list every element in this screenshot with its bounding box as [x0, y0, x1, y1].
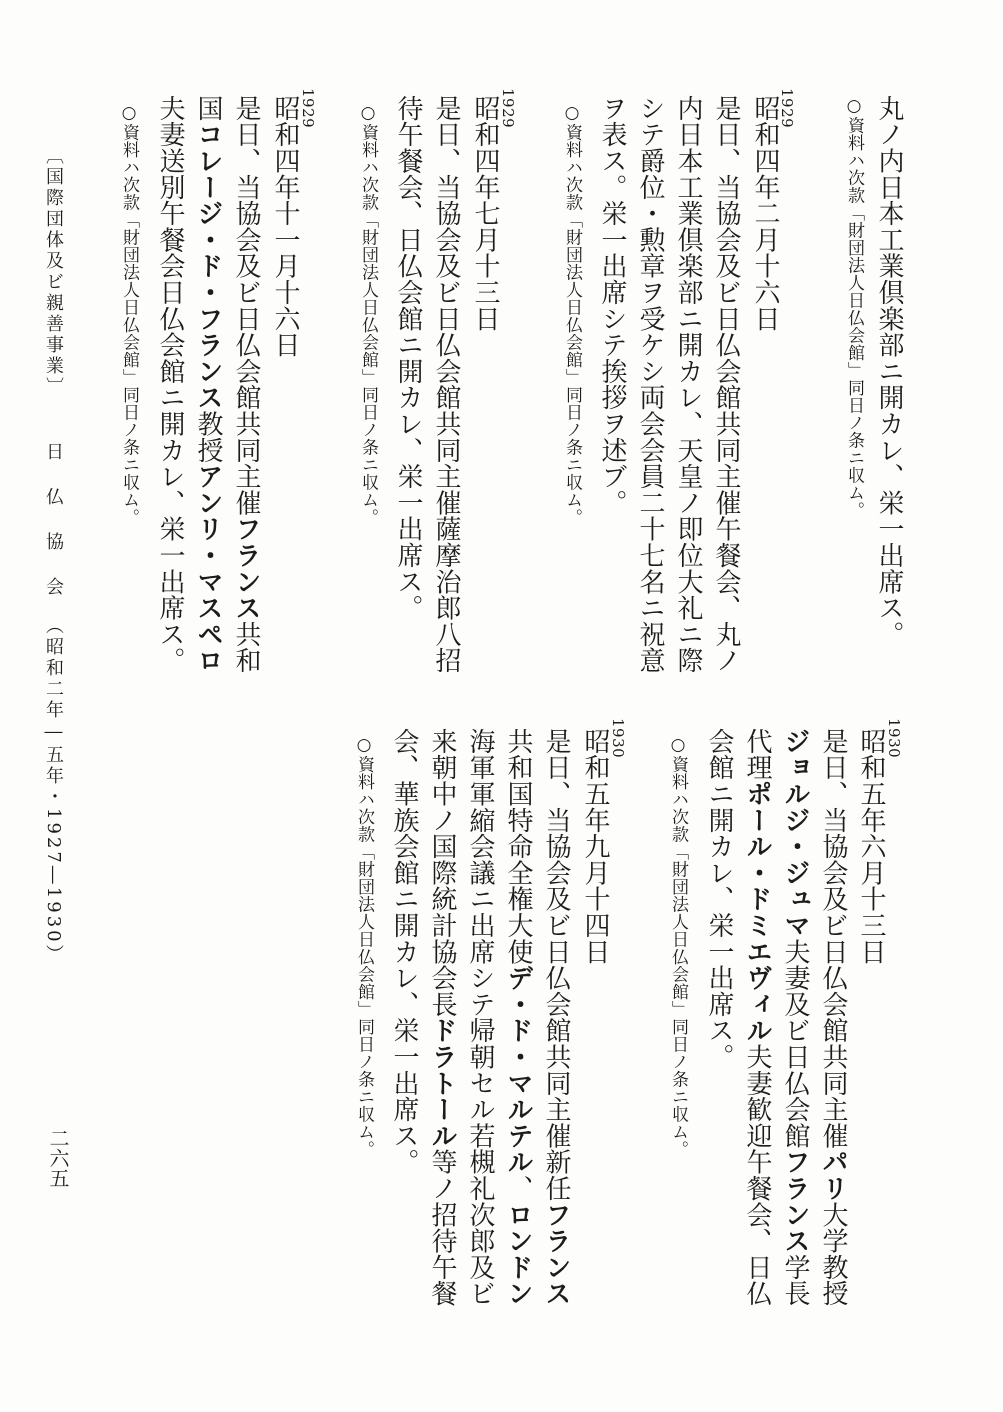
entry-text-line: 会館ニ開カレ、栄一出席ス。: [704, 728, 734, 1070]
entry-text-line: 是日、当協会及ビ日仏会館共同主催午餐会、丸ノ: [711, 95, 741, 674]
entry-date: 昭和四年十一月十六日: [270, 95, 300, 358]
entry-date: 昭和四年二月十六日: [750, 95, 780, 332]
entry-year: 1930: [885, 718, 903, 759]
prev-entry-tail: 丸ノ内日本工業倶楽部ニ開カレ、栄一出席ス。: [874, 95, 904, 648]
entry-text-line: 是日、当協会及ビ日仏会館共同主催新任フランス: [541, 728, 571, 1307]
source-note: ○資料ハ次款「財団法人日仏会館」同日ノ条ニ収ム。: [668, 735, 688, 1158]
entry-text-line: 国コレージ・ド・フランス教授アンリ・マスペロ: [193, 95, 223, 674]
entry-text-line: 来朝中ノ国際統計協会長ドラトール等ノ招待午餐: [427, 728, 457, 1307]
entry-text-line: 是日、当協会及ビ日仏会館共同主催薩摩治郎八招: [431, 95, 461, 674]
entry-date: 昭和五年九月十四日: [580, 728, 610, 965]
entry-text-line: 是日、当協会及ビ日仏会館共同主催パリ大学教授: [818, 728, 848, 1307]
entry-text-line: 海軍軍縮会議ニ出席シテ帰朝セル若槻礼次郎及ビ: [465, 728, 495, 1307]
source-note: ○資料ハ次款「財団法人日仏会館」同日ノ条ニ収ム。: [358, 103, 378, 526]
source-note: ○資料ハ次款「財団法人日仏会館」同日ノ条ニ収ム。: [354, 735, 374, 1158]
source-note: ○資料ハ次款「財団法人日仏会館」同日ノ条ニ収ム。: [844, 96, 864, 519]
entry-year: 1930: [609, 718, 627, 759]
entry-year: 1929: [299, 88, 317, 129]
entry-text-line: 内日本工業倶楽部ニ開カレ、天皇ノ即位大礼ニ際: [673, 95, 703, 674]
running-header: 〔国際団体及ビ親善事業〕日 仏 協 会（昭和二年―五年・1927―1930）: [43, 146, 64, 966]
entry-text-line: ヲ表ス。栄一出席シテ挨拶ヲ述ブ。: [597, 95, 627, 516]
entry-year: 1929: [778, 88, 796, 129]
source-note: ○資料ハ次款「財団法人日仏会館」同日ノ条ニ収ム。: [562, 103, 582, 526]
entry-text-line: ジョルジ・ジュマ夫妻及ビ日仏会館フランス学長: [780, 728, 810, 1307]
source-note: ○資料ハ次款「財団法人日仏会館」同日ノ条ニ収ム。: [119, 103, 139, 526]
entry-text-line: 是日、当協会及ビ日仏会館共同主催フランス共和: [231, 95, 261, 674]
entry-text-line: 代理ポール・ドミエヴィル夫妻歓迎午餐会、日仏: [742, 728, 772, 1307]
entry-text-line: シテ爵位・勲章ヲ受ケシ両会会員二十七名ニ祝意: [635, 95, 665, 674]
entry-text-line: 夫妻送別午餐会日仏会館ニ開カレ、栄一出席ス。: [155, 95, 185, 674]
entry-text-line: 待午餐会、日仏会館ニ開カレ、栄一出席ス。: [393, 95, 423, 621]
entry-text-line: 会、華族会館ニ開カレ、栄一出席ス。: [389, 728, 419, 1176]
entry-year: 1929: [499, 88, 517, 129]
page-number: 二六五: [46, 1128, 70, 1188]
entry-text-line: 共和国特命全権大使デ・ド・マルテル、ロンドン: [503, 728, 533, 1307]
entry-date: 昭和四年七月十三日: [470, 95, 500, 332]
entry-date: 昭和五年六月十三日: [856, 728, 886, 965]
